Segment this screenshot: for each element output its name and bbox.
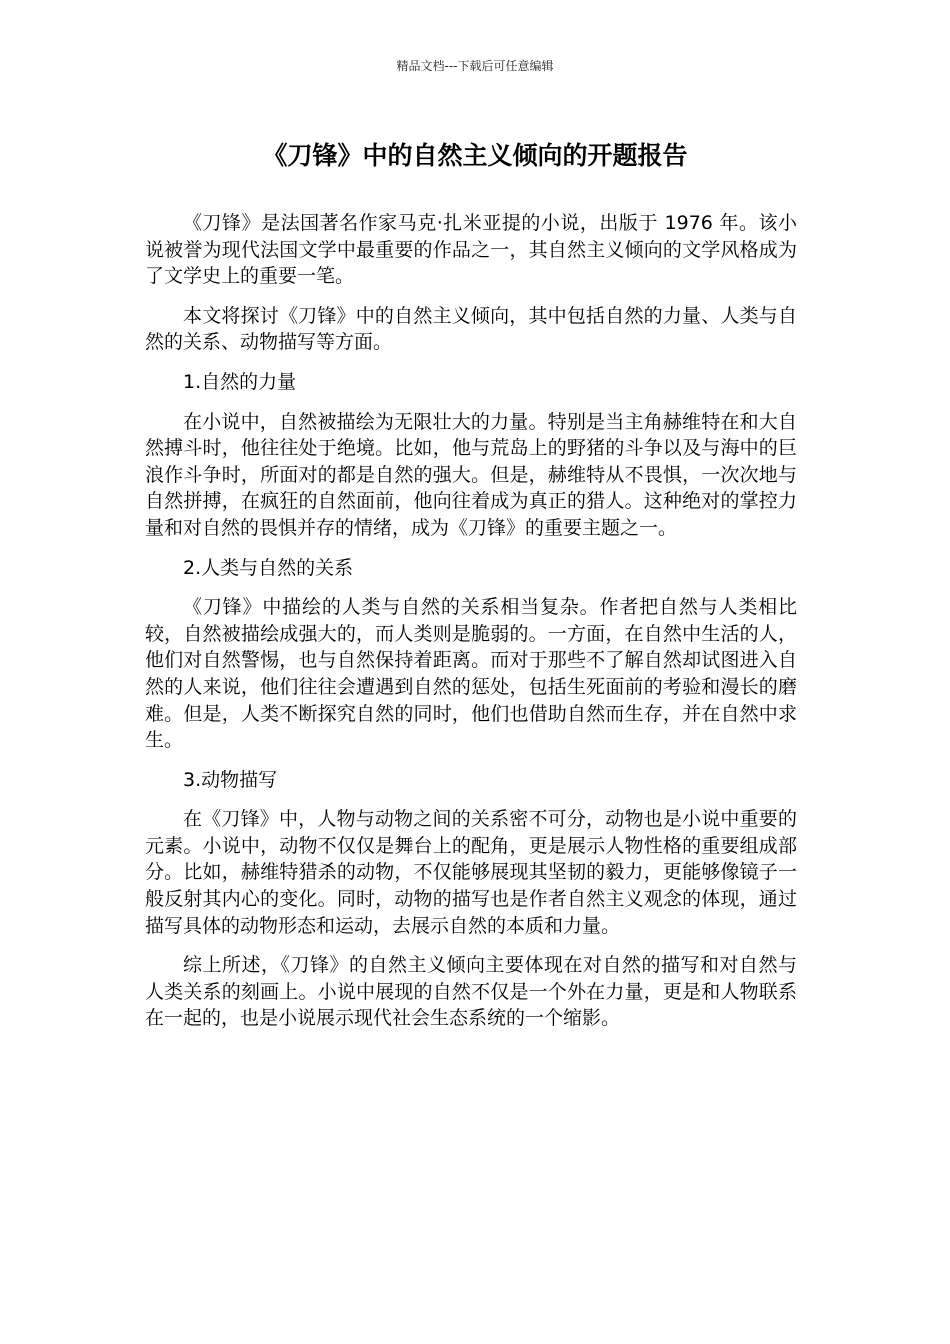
section-body-animals: 在《刀锋》中，人物与动物之间的关系密不可分，动物也是小说中重要的元素。小说中，动物不仅仅是舞台上的配角，更是展示人物性格的重要组成部分。比如，赫维特猎杀的动物，不仅能够展现其坚韧的毅力，更能够像镜子一般反射其内心的变化。同时，动物的描写也是作者自然主义观念的体现，通过描写具体的动物形态和运动，去展示自然的本质和力量。: [145, 808, 797, 937]
document-title: 《刀锋》中的自然主义倾向的开题报告: [262, 141, 688, 170]
page-header: 精品文档---下载后可任意编辑: [396, 59, 554, 73]
section-heading-human-nature: 2.人类与自然的关系: [183, 556, 354, 579]
conclusion-paragraph: 综上所述，《刀锋》的自然主义倾向主要体现在对自然的描写和对自然与人类关系的刻画上。小说中展现的自然不仅是一个外在力量，更是和人物联系在一起的，也是小说展示现代社会生态系统的一个缩影。: [145, 954, 797, 1030]
document-body: [145, 210, 797, 1045]
scope-paragraph: 本文将探讨《刀锋》中的自然主义倾向，其中包括自然的力量、人类与自然的关系、动物描写等方面。: [145, 304, 797, 354]
intro-paragraph: 《刀锋》是法国著名作家马克·扎米亚提的小说，出版于 1976 年。该小说被誉为现代法国文学中最重要的作品之一，其自然主义倾向的文学风格成为了文学史上的重要一笔。: [145, 212, 797, 288]
section-heading-nature-power: 1.自然的力量: [183, 370, 297, 393]
section-body-human-nature: 《刀锋》中描绘的人类与自然的关系相当复杂。作者把自然与人类相比较，自然被描绘成强大的，而人类则是脆弱的。一方面，在自然中生活的人，他们对自然警惕，也与自然保持着距离。而对于那些不了解自然却试图进入自然的人来说，他们往往会遭遇到自然的惩处，包括生死面前的考验和漫长的磨难。但是，人类不断探究自然的同时，他们也借助自然而生存，并在自然中求生。: [145, 596, 797, 752]
section-body-nature-power: 在小说中，自然被描绘为无限壮大的力量。特别是当主角赫维特在和大自然搏斗时，他往往处于绝境。比如，他与荒岛上的野猪的斗争以及与海中的巨浪作斗争时，所面对的都是自然的强大。但是，赫维特从不畏惧，一次次地与自然拼搏，在疯狂的自然面前，他向往着成为真正的猎人。这种绝对的掌控力量和对自然的畏惧并存的情绪，成为《刀锋》的重要主题之一。: [145, 410, 797, 539]
section-heading-animals: 3.动物描写: [183, 768, 278, 791]
